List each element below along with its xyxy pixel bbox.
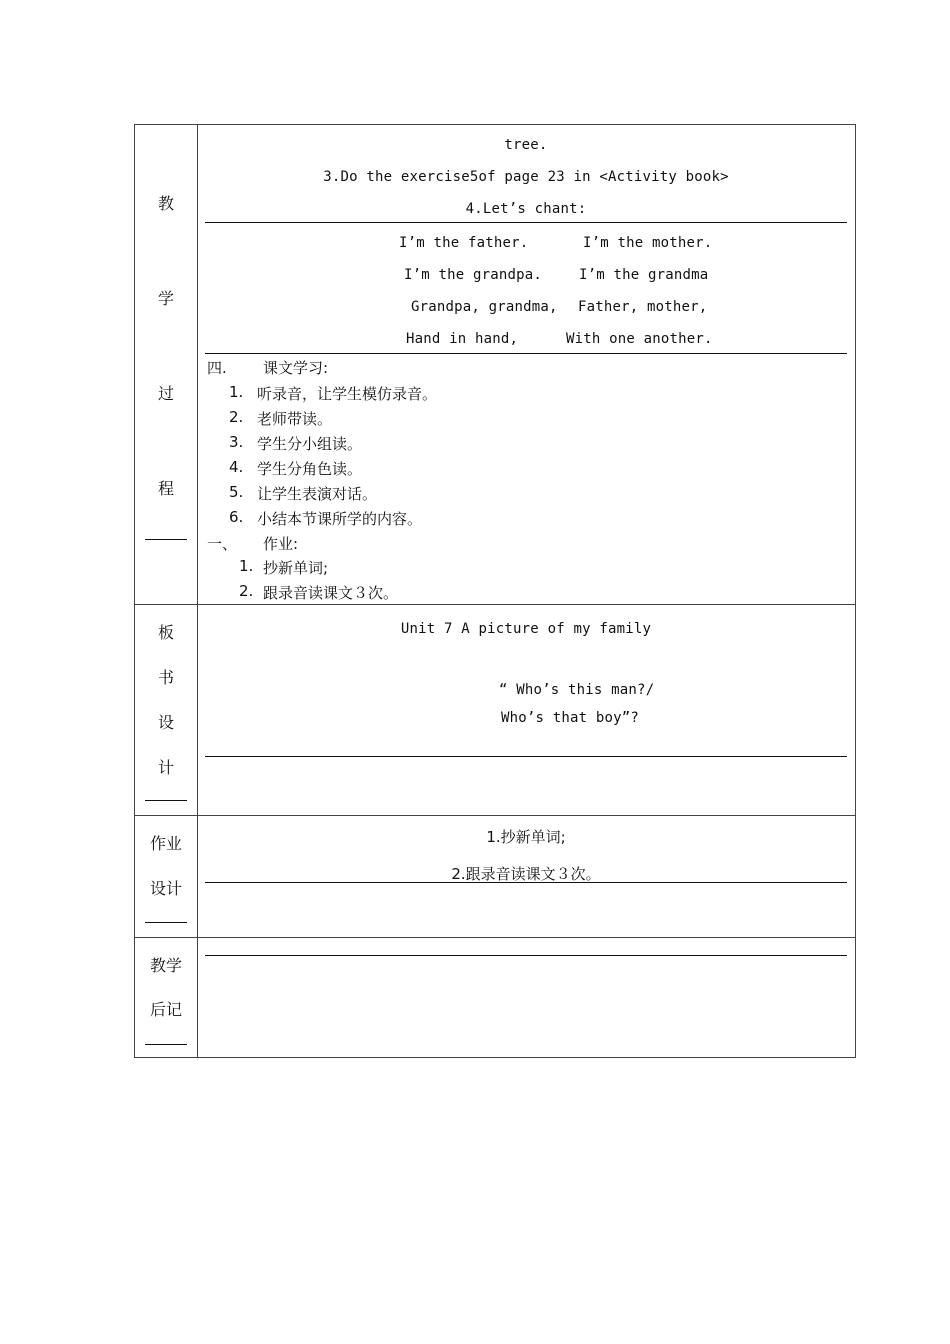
chant-line-3a: Grandpa, grandma, — [411, 299, 558, 315]
label-underline — [145, 922, 187, 923]
step-text: 听录音，让学生模仿录音。 — [257, 385, 438, 403]
chant-line-2b: I’m the grandma — [579, 267, 709, 283]
homework-design-label-2: 设计 — [149, 879, 182, 898]
step-number: 2. — [229, 408, 244, 426]
label-underline — [145, 539, 187, 540]
step-number: 3. — [229, 433, 244, 451]
process-label-4: 程 — [157, 479, 174, 498]
section4-title: 课文学习: — [263, 359, 329, 377]
step-text: 小结本节课所学的内容。 — [257, 510, 423, 528]
column-divider — [197, 125, 198, 1057]
step-number: 1. — [229, 383, 244, 401]
board-label-2: 书 — [157, 668, 174, 687]
rule-line — [205, 756, 847, 757]
label-underline — [145, 1044, 187, 1045]
homework-number: 一、 — [207, 535, 238, 553]
board-line-1: “ Who’s this man?/ — [499, 682, 655, 698]
chant-title: 4.Let’s chant: — [465, 201, 587, 217]
rule-line — [205, 222, 847, 223]
label-underline — [145, 800, 187, 801]
homework-design-item-2: 2.跟录音读课文３次。 — [451, 865, 601, 883]
homework-number: 2. — [239, 582, 254, 600]
reflection-label-1: 教学 — [149, 956, 182, 975]
chant-line-4b: With one another. — [566, 331, 713, 347]
board-line-2: Who’s that boy”? — [501, 710, 640, 726]
rule-line — [205, 955, 847, 956]
section4-number: 四. — [207, 359, 227, 377]
board-title: Unit 7 A picture of my family — [400, 621, 652, 637]
chant-line-4a: Hand in hand, — [406, 331, 519, 347]
homework-text: 跟录音读课文３次。 — [263, 584, 399, 602]
chant-line-1b: I’m the mother. — [583, 235, 713, 251]
step-number: 5. — [229, 483, 244, 501]
board-label-3: 设 — [157, 713, 174, 732]
rule-line — [205, 882, 847, 883]
row-separator — [135, 815, 855, 816]
process-label-2: 学 — [157, 289, 174, 308]
rule-line — [205, 353, 847, 354]
exercise-line: 3.Do the exercise5of page 23 in <Activity book> — [323, 169, 729, 185]
homework-text: 抄新单词; — [263, 559, 329, 577]
homework-title: 作业: — [263, 535, 299, 553]
process-label-3: 过 — [157, 384, 174, 403]
board-label-4: 计 — [157, 758, 174, 777]
chant-line-3b: Father, mother, — [578, 299, 708, 315]
row-separator — [135, 604, 855, 605]
homework-number: 1. — [239, 557, 254, 575]
chant-line-1a: I’m the father. — [399, 235, 529, 251]
lesson-plan-table — [134, 124, 856, 1058]
homework-design-item-1: 1.抄新单词; — [486, 828, 566, 846]
process-label-1: 教 — [157, 194, 174, 213]
chant-line-2a: I’m the grandpa. — [404, 267, 543, 283]
board-label-1: 板 — [157, 623, 174, 642]
step-number: 6. — [229, 508, 244, 526]
step-text: 学生分小组读。 — [257, 435, 363, 453]
step-text: 学生分角色读。 — [257, 460, 363, 478]
reflection-label-2: 后记 — [149, 1000, 182, 1019]
tail-text: tree. — [504, 137, 548, 153]
step-text: 老师带读。 — [257, 410, 333, 428]
step-number: 4. — [229, 458, 244, 476]
row-separator — [135, 937, 855, 938]
step-text: 让学生表演对话。 — [257, 485, 378, 503]
homework-design-label-1: 作业 — [149, 834, 182, 853]
